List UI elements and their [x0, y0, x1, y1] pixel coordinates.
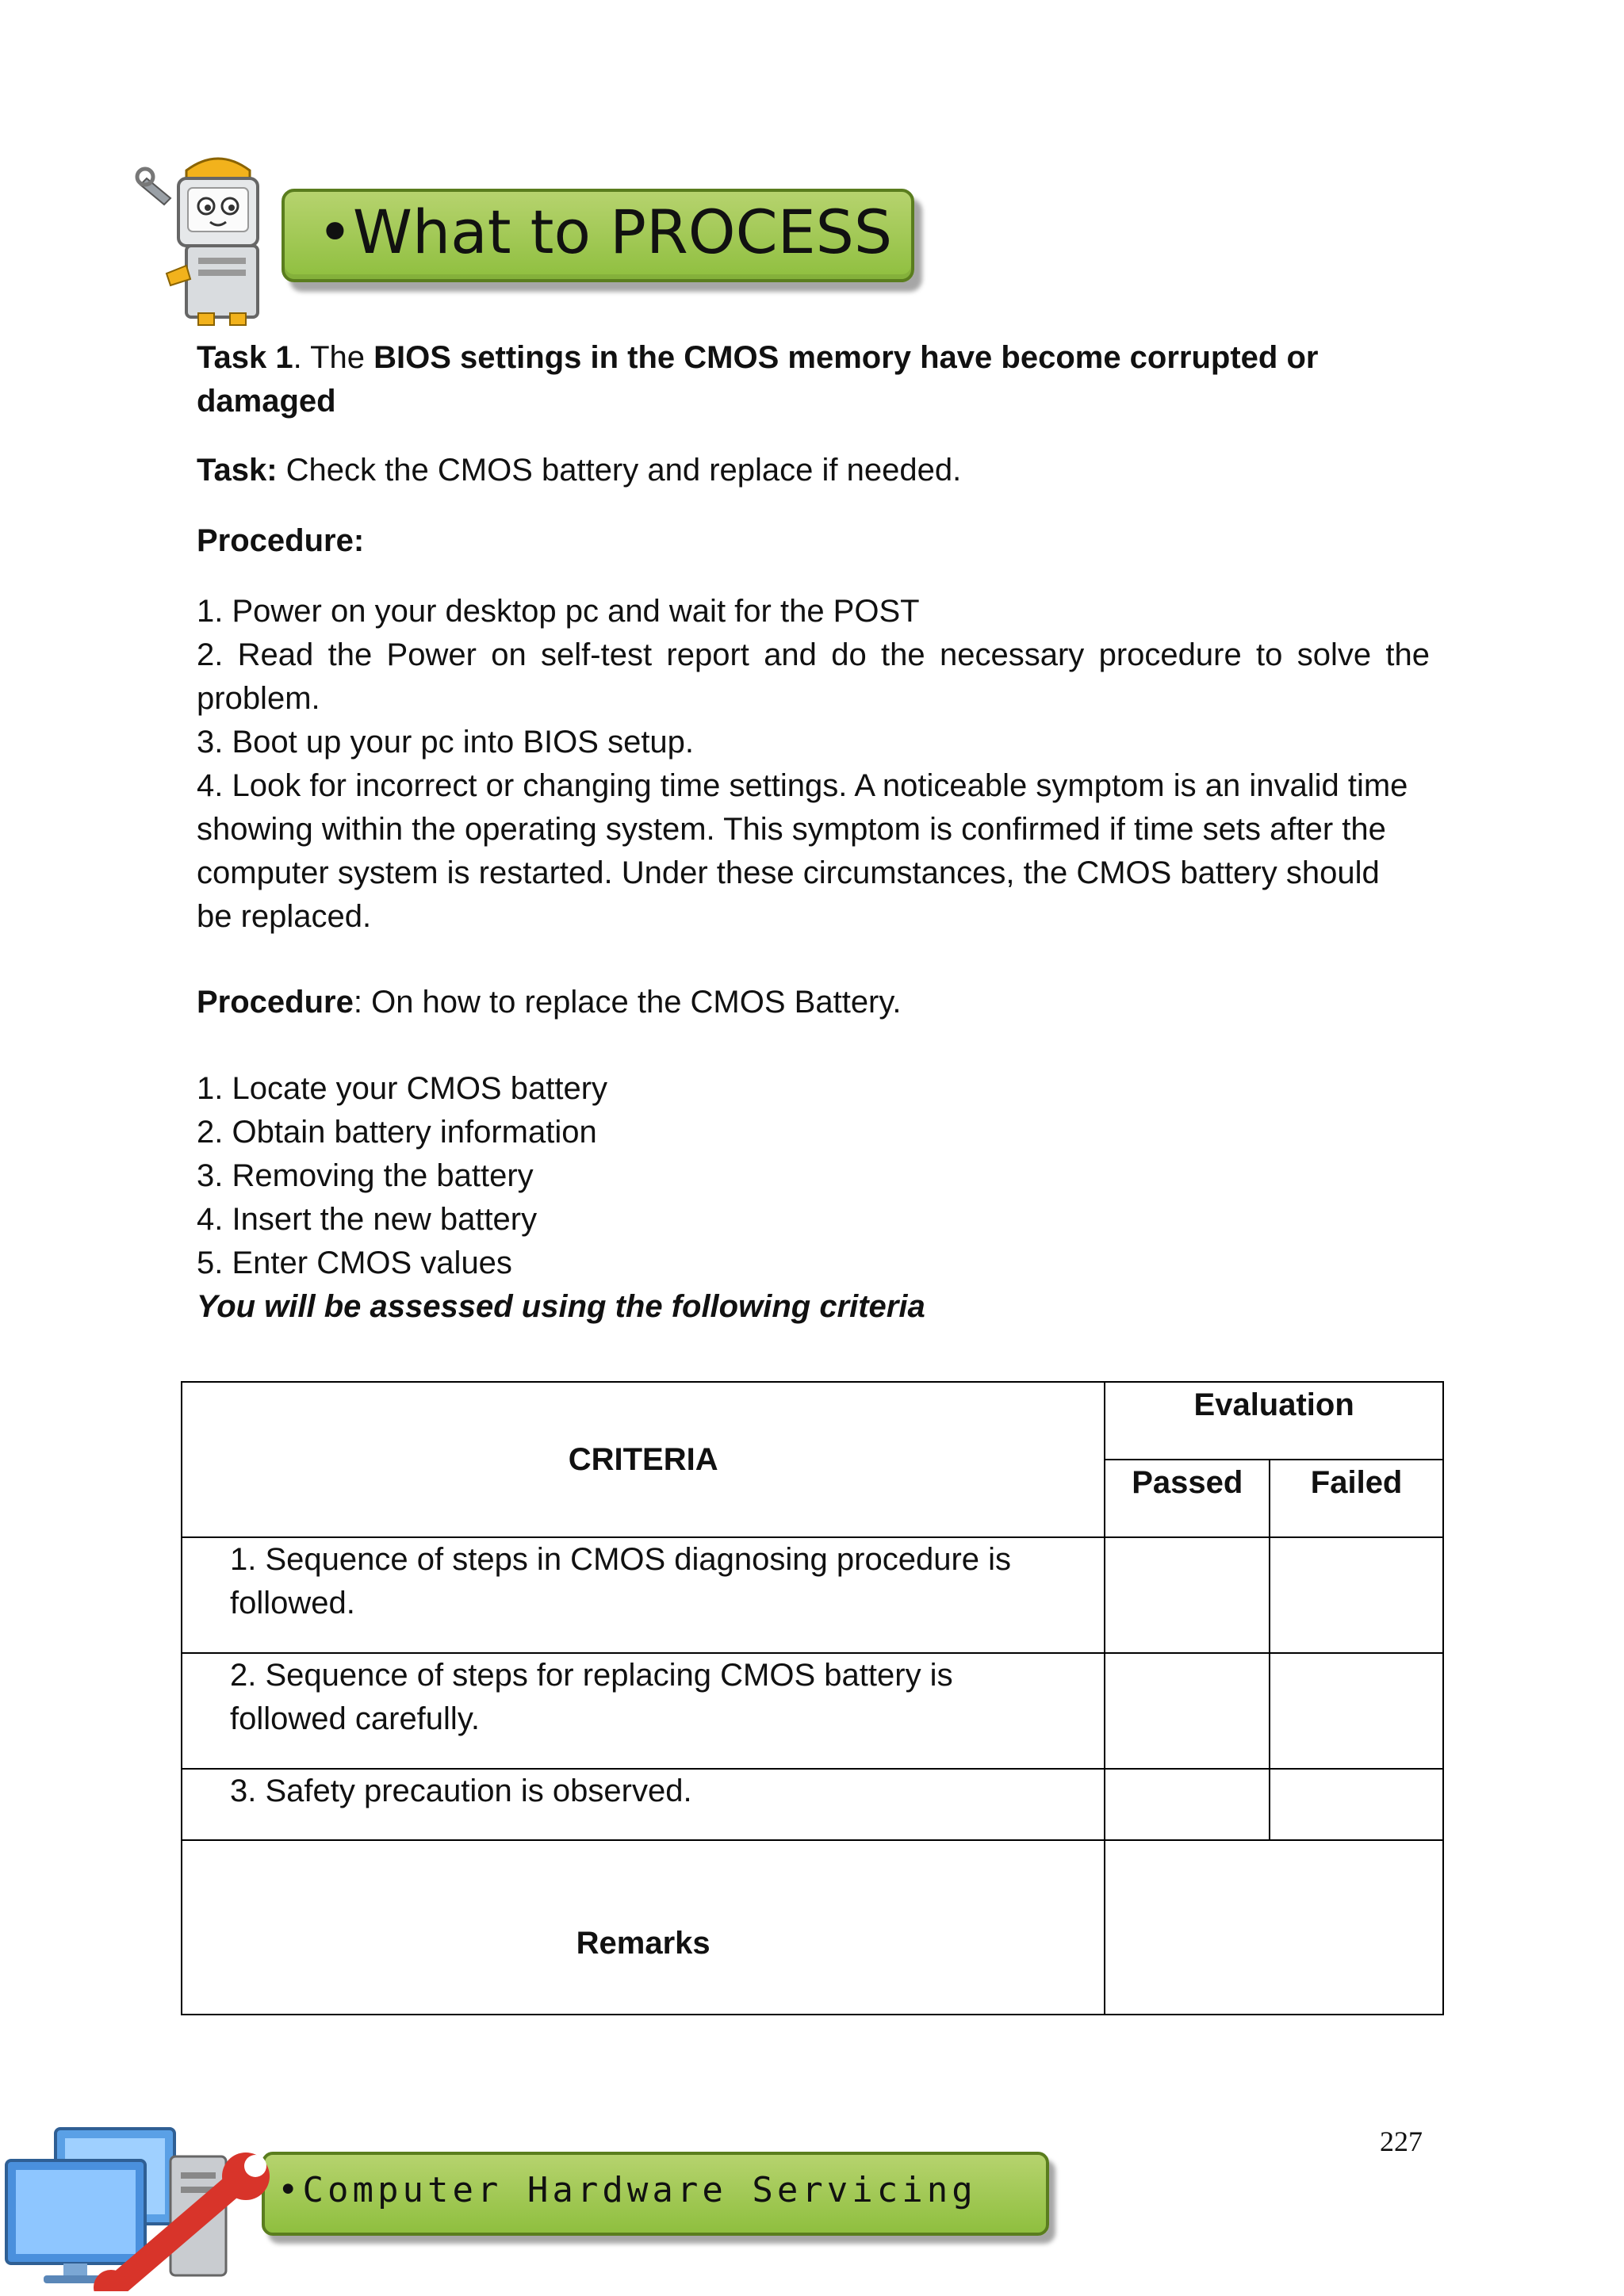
criteria-cell: 3. Safety precaution is observed. — [182, 1769, 1105, 1840]
computer-wrench-icon — [0, 2125, 301, 2291]
footer-title — [278, 2152, 977, 2229]
passed-cell[interactable] — [1105, 1769, 1270, 1840]
remarks-cell[interactable] — [1105, 1840, 1443, 2015]
procedure1-item: 1. Power on your desktop pc and wait for the POST — [197, 594, 920, 629]
procedure2-line — [197, 981, 1434, 1024]
procedure1-heading: Procedure: — [197, 523, 365, 558]
assessment-note: You will be assessed using the following criteria — [197, 1289, 925, 1324]
footer-bullet: • — [278, 2170, 303, 2210]
criteria-cell: 1. Sequence of steps in CMOS diagnosing procedure is followed. — [182, 1537, 1105, 1653]
passed-cell[interactable] — [1105, 1653, 1270, 1769]
task-text: Check the CMOS battery and replace if needed. — [277, 453, 962, 488]
procedure2-text: : On how to replace the CMOS Battery. — [353, 985, 902, 1020]
failed-cell[interactable] — [1270, 1653, 1443, 1769]
procedure2-item: 2. Obtain battery information — [197, 1115, 597, 1150]
header-bullet: • — [317, 197, 353, 267]
task1-heading — [197, 336, 1434, 423]
criteria-cell: 2. Sequence of steps for replacing CMOS battery is followed carefully. — [182, 1653, 1105, 1769]
table-row — [182, 1653, 1443, 1769]
table-row — [182, 1769, 1443, 1840]
remarks-label: Remarks — [182, 1840, 1105, 2015]
table-row — [182, 1537, 1443, 1653]
task-line — [197, 449, 1434, 492]
procedure1-item: 3. Boot up your pc into BIOS setup. — [197, 725, 695, 760]
procedure1-item: 2. Read the Power on self-test report and do the necessary procedure to solve the problem. — [197, 637, 1430, 716]
task1-separator: . The — [293, 340, 374, 375]
header-title-text: What to PROCESS — [352, 197, 893, 267]
failed-cell[interactable] — [1270, 1769, 1443, 1840]
procedure2-item: 4. Insert the new battery — [197, 1202, 538, 1237]
passed-cell[interactable] — [1105, 1537, 1270, 1653]
procedure1-item: 4. Look for incorrect or changing time settings. A noticeable symptom is an invalid time showing within the operating system. This symptom is confirmed if time sets after the computer system is restarted. Under these circumstances, the CMOS battery should be replaced. — [197, 768, 1408, 934]
evaluation-header: Evaluation — [1105, 1382, 1443, 1460]
footer-title-text: Computer Hardware Servicing — [302, 2170, 977, 2210]
procedure2-item: 5. Enter CMOS values — [197, 1246, 512, 1280]
procedure2-item: 1. Locate your CMOS battery — [197, 1071, 608, 1106]
criteria-header: CRITERIA — [182, 1382, 1105, 1537]
failed-cell[interactable] — [1270, 1537, 1443, 1653]
procedure2-item: 3. Removing the battery — [197, 1158, 534, 1193]
page-number: 227 — [1380, 2126, 1423, 2157]
task1-label: Task 1 — [197, 340, 293, 375]
task-label: Task: — [197, 453, 278, 488]
computer-mascot-icon — [131, 147, 313, 329]
failed-header: Failed — [1270, 1460, 1443, 1537]
procedure2-heading: Procedure — [197, 985, 354, 1020]
task1-title: BIOS settings in the CMOS memory have become corrupted or damaged — [197, 340, 1319, 419]
passed-header: Passed — [1105, 1460, 1270, 1537]
remarks-row — [182, 1840, 1443, 2015]
criteria-table — [181, 1381, 1444, 2015]
header-title — [317, 189, 892, 276]
